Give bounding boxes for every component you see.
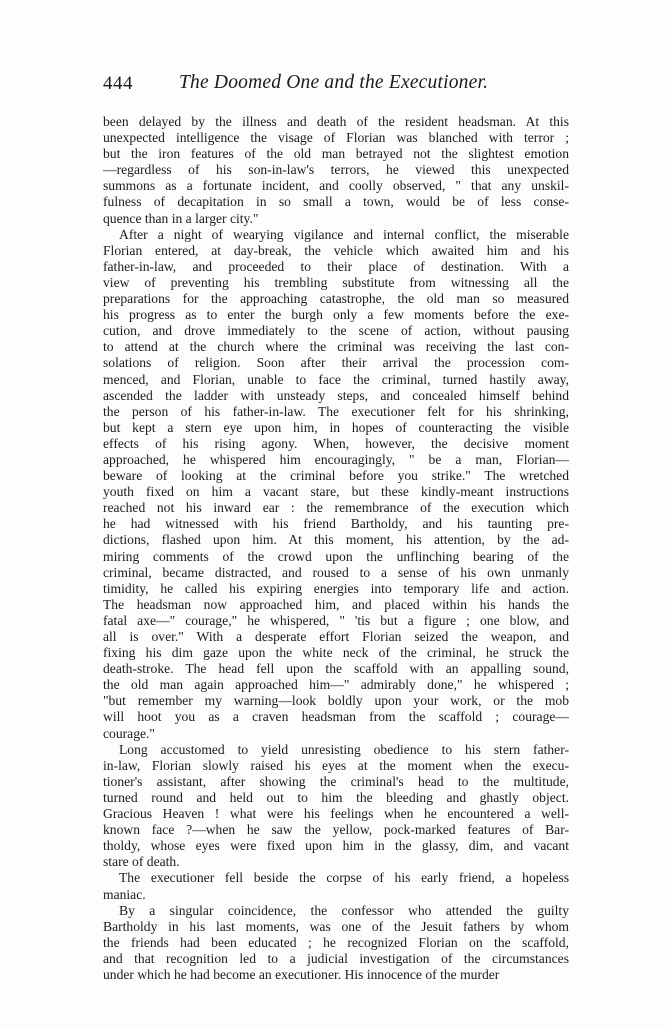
text-line: menced, and Florian, unable to face the criminal, turned hastily away,: [103, 371, 569, 387]
text-line: miring comments of the crowd upon the unflinching bearing of the: [103, 548, 569, 564]
text-line: effects of his rising agony. When, however, the decisive moment: [103, 435, 569, 451]
text-line: solations of religion. Soon after their arrival the procession com-: [103, 355, 569, 371]
text-line: view of preventing his trembling substitute from witnessing all the: [103, 274, 569, 290]
running-title: The Doomed One and the Executioner.: [179, 72, 489, 93]
text-line: Long accustomed to yield unresisting obedience to his stern father-: [119, 741, 569, 757]
text-line: quence than in a larger city.": [103, 210, 259, 226]
text-line: approached, he whispered him encouragingly, " be a man, Florian—: [103, 451, 569, 467]
text-line: criminal, became distracted, and roused to a sense of his own unmanly: [103, 564, 569, 580]
text-line: tholdy, whose eyes were fixed upon him in the glassy, dim, and vacant: [103, 838, 569, 854]
text-line: timidity, he called his expiring energies into temporary life and action.: [103, 580, 569, 596]
text-line: death-stroke. The head fell upon the scaffold with an appalling sound,: [103, 661, 569, 677]
text-line: unexpected intelligence the visage of Florian was blanched with terror ;: [103, 130, 569, 146]
text-line: will hoot you as a craven headsman from the scaffold ; courage—: [103, 709, 569, 725]
text-line: Gracious Heaven ! what were his feelings when he encountered a well-: [103, 806, 569, 822]
text-line: been delayed by the illness and death of the resident headsman. At this: [103, 114, 569, 129]
text-line: to attend at the church where the criminal was receiving the last con-: [103, 339, 569, 355]
paragraph: [103, 742, 569, 871]
paragraph: [103, 903, 569, 983]
text-line: courage.": [103, 725, 155, 741]
text-line: dictions, flashed upon him. At this moment, his attention, by the ad-: [103, 532, 569, 548]
text-line: stare of death.: [103, 854, 180, 870]
text-line: his progress as to enter the burgh only a few moments before the exe-: [103, 307, 569, 323]
text-line: By a singular coincidence, the confessor who attended the guilty: [119, 902, 569, 918]
page-number: 444: [103, 73, 133, 94]
text-line: fulness of decapitation in so small a town, would be of less conse-: [103, 194, 569, 210]
text-line: Bartholdy in his last moments, was one of the Jesuit fathers by whom: [103, 918, 569, 934]
paragraph: [103, 227, 569, 742]
text-line: "but remember my warning—look boldly upon your work, or the mob: [103, 693, 569, 709]
text-line: but kept a stern eye upon him, in hopes of counteracting the visible: [103, 419, 569, 435]
text-line: summons as a fortunate incident, and coolly observed, " that any unskil-: [103, 178, 569, 194]
text-line: known face ?—when he saw the yellow, pock-marked features of Bar-: [103, 822, 569, 838]
text-line: —regardless of his son-in-law's terrors, he viewed this unexpected: [103, 162, 569, 178]
text-line: tioner's assistant, after showing the criminal's head to the multitude,: [103, 773, 569, 789]
text-line: youth fixed on him a vacant stare, but these kindly-meant instructions: [103, 484, 569, 500]
text-line: and that recognition led to a judicial investigation of the circumstances: [103, 950, 569, 966]
text-line: maniac.: [103, 886, 146, 902]
text-line: Florian entered, at day-break, the vehicle which awaited him and his: [103, 242, 569, 258]
body-text: [103, 114, 569, 983]
text-line: all is over." With a desperate effort Florian seized the weapon, and: [103, 629, 569, 644]
text-line: fatal axe—" courage," he whispered, " 'tis but a figure ; one blow, and: [103, 612, 569, 628]
text-line: The headsman now approached him, and placed within his hands the: [103, 596, 569, 612]
text-line: beware of looking at the criminal before you strike." The wretched: [103, 468, 569, 484]
text-line: cution, and drove immediately to the scene of action, without pausing: [103, 323, 569, 339]
text-line: under which he had become an executioner. His innocence of the murder: [103, 966, 500, 982]
running-head: [103, 70, 569, 100]
text-line: The executioner fell beside the corpse of his early friend, a hopeless: [119, 870, 569, 886]
text-line: the person of his father-in-law. The executioner felt for his shrinking,: [103, 403, 569, 419]
text-line: the old man again approached him—" admirably done," he whispered ;: [103, 677, 569, 693]
text-line: he had witnessed with his friend Bartholdy, and his taunting pre-: [103, 516, 569, 532]
text-line: After a night of wearying vigilance and internal conflict, the miserable: [119, 226, 569, 242]
paragraph: [103, 114, 569, 227]
text-line: in-law, Florian slowly raised his eyes at the moment when the execu-: [103, 757, 569, 773]
text-line: preparations for the approaching catastrophe, the old man so measured: [103, 291, 569, 307]
text-line: the friends had been educated ; he recognized Florian on the scaffold,: [103, 934, 569, 950]
text-line: turned round and held out to him the bleeding and ghastly object.: [103, 789, 569, 805]
text-line: fixing his dim gaze upon the white neck of the criminal, he struck the: [103, 645, 569, 661]
text-line: but the iron features of the old man betrayed not the slightest emotion: [103, 146, 569, 162]
text-line: reached not his inward ear : the remembrance of the execution which: [103, 500, 569, 516]
paragraph: [103, 870, 569, 902]
text-line: father-in-law, and proceeded to their place of destination. With a: [103, 258, 569, 274]
text-line: ascended the ladder with unsteady steps, and concealed himself behind: [103, 387, 569, 403]
